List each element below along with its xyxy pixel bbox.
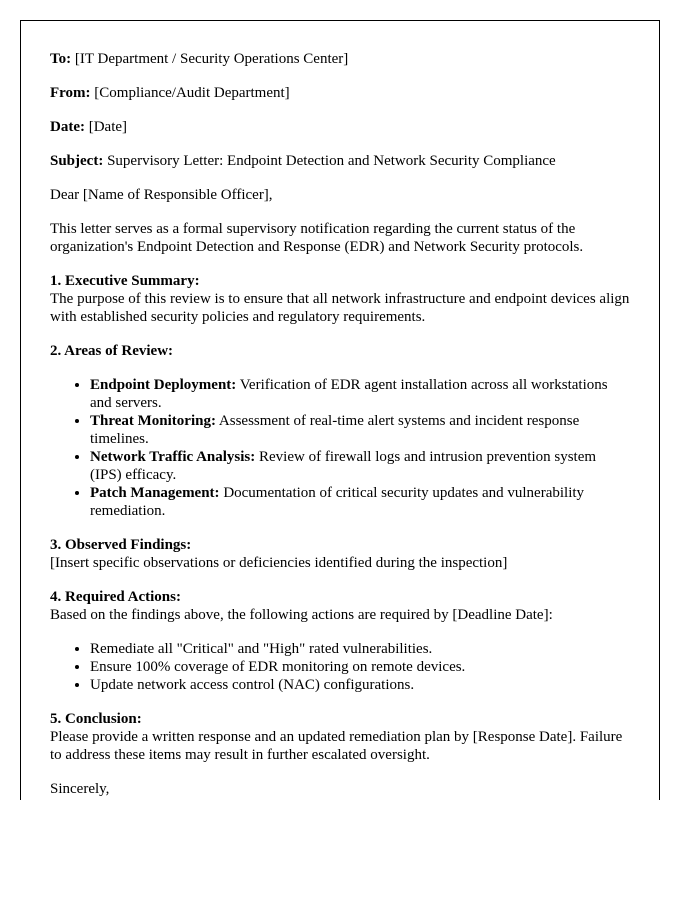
section-4-body: Based on the findings above, the following actions are required by [Deadline Date]: <box>50 607 553 623</box>
list-item-label: Network Traffic Analysis: <box>90 449 256 465</box>
list-item <box>90 376 631 412</box>
section-observed-findings <box>50 536 631 572</box>
section-executive-summary <box>50 272 631 326</box>
list-item-text: Verification of EDR agent installation across all workstations and servers. <box>90 377 608 411</box>
from-label: From: <box>50 85 91 101</box>
to-label: To: <box>50 51 72 67</box>
date-value: [Date] <box>88 119 128 135</box>
from-line <box>50 84 631 102</box>
list-item-label: Threat Monitoring: <box>90 413 216 429</box>
list-item-label: Patch Management: <box>90 485 220 501</box>
section-1-body: The purpose of this review is to ensure that all network infrastructure and endpoint devices align with established security policies and regulatory requirements. <box>50 291 630 325</box>
list-item: • Remediate all "Critical" and "High" rated vulnerabilities. <box>90 640 631 658</box>
section-4-title: 4. Required Actions: <box>50 589 181 605</box>
from-value: [Compliance/Audit Department] <box>94 85 290 101</box>
date-line <box>50 118 631 136</box>
review-areas-list <box>50 376 631 520</box>
required-actions-list <box>50 640 631 694</box>
section-conclusion <box>50 710 631 764</box>
list-item-text: Documentation of critical security updates and vulnerability remediation. <box>90 485 585 519</box>
section-5-title: 5. Conclusion: <box>50 711 142 727</box>
section-5-body: Please provide a written response and an updated remediation plan by [Response Date]. Failure to address these items may result in further escalated oversight. <box>50 729 623 763</box>
list-item: • Ensure 100% coverage of EDR monitoring on remote devices. <box>90 658 631 676</box>
to-line <box>50 50 631 68</box>
list-item <box>90 484 631 520</box>
section-2-title: 2. Areas of Review: <box>50 343 174 359</box>
list-item-label: Endpoint Deployment: <box>90 377 237 393</box>
section-required-actions <box>50 588 631 624</box>
list-item: • Update network access control (NAC) configurations. <box>90 676 631 694</box>
list-item <box>90 412 631 448</box>
subject-label: Subject: <box>50 153 104 169</box>
salutation: Dear [Name of Responsible Officer], <box>50 187 273 203</box>
section-1-title: 1. Executive Summary: <box>50 273 200 289</box>
subject-line <box>50 152 631 170</box>
section-3-body: [Insert specific observations or deficiencies identified during the inspection] <box>50 555 508 571</box>
list-item-text: Assessment of real-time alert systems and incident response timelines. <box>90 413 580 447</box>
to-value: [IT Department / Security Operations Center] <box>74 51 349 67</box>
list-item <box>90 448 631 484</box>
date-label: Date: <box>50 119 85 135</box>
subject-value: Supervisory Letter: Endpoint Detection and Network Security Compliance <box>107 153 556 169</box>
section-3-title: 3. Observed Findings: <box>50 537 192 553</box>
letter-document <box>20 20 660 800</box>
list-item-text: Review of firewall logs and intrusion prevention system (IPS) efficacy. <box>90 449 597 483</box>
intro-paragraph: This letter serves as a formal supervisory notification regarding the current status of the organization's Endpoint Detection and Response (EDR) and Network Security protocols. <box>50 221 584 255</box>
section-areas-of-review <box>50 342 631 360</box>
closing: Sincerely, <box>50 781 110 797</box>
